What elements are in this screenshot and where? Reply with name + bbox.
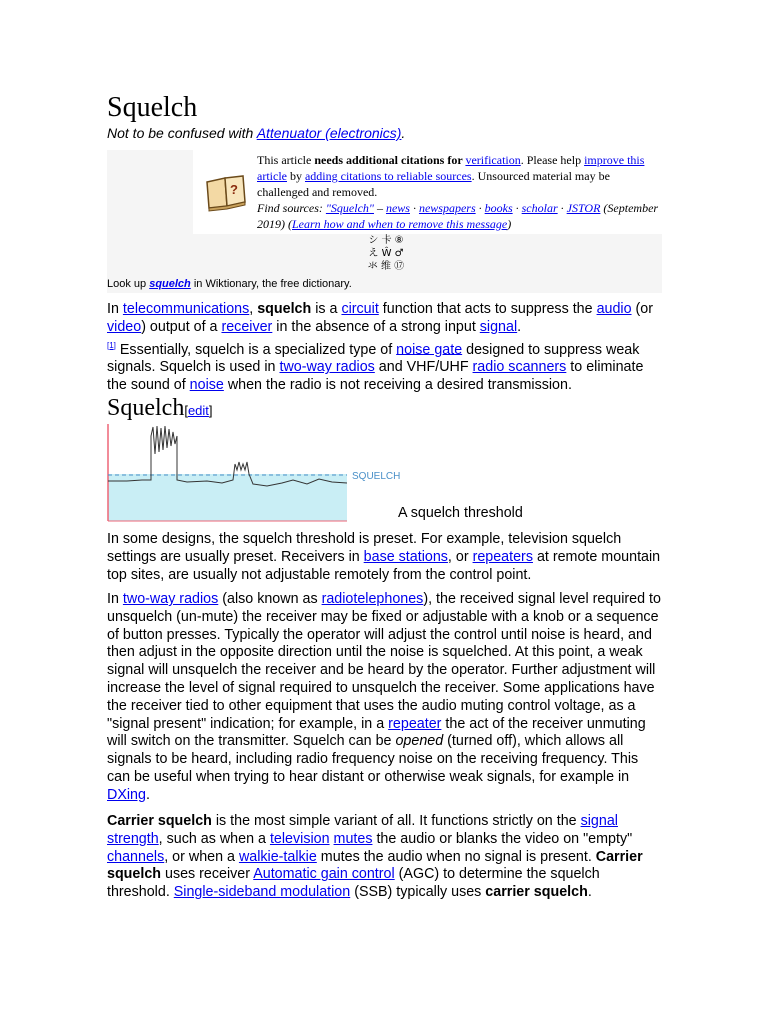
noise-link[interactable]: noise (189, 376, 224, 393)
repeater-link[interactable]: repeater (388, 715, 442, 732)
source-squelch-link[interactable]: "Squelch" (325, 201, 374, 215)
dxing-link[interactable]: DXing (107, 786, 146, 803)
hatnote: Not to be confused with Attenuator (electronics). (107, 125, 406, 141)
edit-section-link: [edit] (184, 403, 213, 418)
wiktionary-squelch-link[interactable]: squelch (149, 278, 191, 290)
wiktionary-caption: Look up squelch in Wiktionary, the free dictionary. (107, 278, 352, 290)
edit-link[interactable]: edit (187, 403, 209, 418)
verification-link[interactable]: verification (465, 153, 521, 167)
wiktionary-logo-icon: シ 卡 ⑧ え Ŵ ♂ 氺 维 ⑰ (367, 235, 405, 272)
source-books-link[interactable]: books (484, 201, 513, 215)
automatic-gain-control-link[interactable]: Automatic gain control (253, 866, 395, 883)
noise-gate-link[interactable]: noise gate (396, 341, 463, 358)
squelch-label: SQUELCH (352, 471, 401, 482)
single-sideband-link[interactable]: Single-sideband modulation (173, 884, 351, 901)
signal-strength-link[interactable]: signal strength (107, 813, 618, 847)
source-newspapers-link[interactable]: newspapers (418, 201, 476, 215)
attenuator-link[interactable]: Attenuator (electronics) (256, 125, 402, 141)
page-title: Squelch (107, 92, 198, 123)
receiver-link[interactable]: receiver (221, 318, 273, 335)
preset-paragraph: In some designs, the squelch threshold is preset. For example, television squelch settings are usually preset. Receivers in base stations, or repeaters at remote mountain top sites, are usually not adjustable remotely from the control point. (107, 531, 661, 583)
television-link[interactable]: television (269, 830, 330, 847)
mutes-link[interactable]: mutes (333, 830, 373, 847)
walkie-talkie-link[interactable]: walkie-talkie (238, 848, 317, 865)
intro-paragraph: In telecommunications, squelch is a circuit function that acts to suppress the audio (or video) output of a receiver in the absence of a strong input signal. [1] Essentially, squelch is a specialized type of noise gate designed to suppress weak signals. Squelch is used in two-way radios and VHF/UHF radio scanners to eliminate the sound of noise when the radio is not receiving a desired transmission. (107, 301, 653, 393)
find-sources-line: Find sources: "Squelch" – news · newspapers · books · scholar · JSTOR (September 2019) (Learn how and when to remove this message) (257, 201, 659, 231)
two-way-radio-paragraph: In two-way radios (also known as radiotelephones), the received signal level required to unsquelch (un-mute) the receiver may be fixed or adjustable with a knob or a sequence of button presses. Typically the operator will adjust the control until noise is heard, and then adjust in the opposite direction until the noise is squelched. At this point, a weak signal will unsquelch the receiver and be heard by the operator. Further adjustment will increase the level of signal required to unsquelch the receiver. Some applications have the receiver tied to other equipment that uses the audio muting control voltage, as a "signal present" indication; for example, in a repeater the act of the receiver unmuting will switch on the transmitter. Squelch can be opened (turned off), which allows all signals to be heard, including radio frequency noise on the receiving frequency. This can be useful when trying to hear distant or otherwise weak signals, for example in DXing. (107, 591, 661, 803)
radiotelephones-link[interactable]: radiotelephones (321, 591, 424, 607)
learn-remove-message-link[interactable]: Learn how and when to remove this message (292, 217, 508, 231)
repeaters-link[interactable]: repeaters (472, 548, 533, 565)
two-way-radios-link-2[interactable]: two-way radios (122, 591, 219, 607)
circuit-link[interactable]: circuit (341, 301, 379, 317)
radio-scanners-link[interactable]: radio scanners (472, 359, 567, 376)
source-scholar-link[interactable]: scholar (521, 201, 558, 215)
squelch-threshold-figure (107, 424, 403, 522)
figure-caption: A squelch threshold (398, 505, 523, 521)
base-stations-link[interactable]: base stations (363, 548, 448, 565)
source-news-link[interactable]: news (385, 201, 410, 215)
svg-text:?: ? (230, 182, 238, 197)
citation-notice-text: This article needs additional citations for verification. Please help improve this article by adding citations to reliable sources. Unsourced material may be challenged and removed. Find sources: "Squelch" – news · newspapers · books · scholar · JSTOR (September 2019) (Learn how and when to remove this message) (257, 153, 659, 231)
carrier-squelch-paragraph: Carrier squelch is the most simple variant of all. It functions strictly on the signal strength, such as when a television mutes the audio or blanks the video on "empty" channels, or when a walkie-talkie mutes the audio when no signal is present. Carrier squelch uses receiver Automatic gain control (AGC) to determine the squelch threshold. Single-sideband modulation (SSB) typically uses carrier squelch. (107, 813, 643, 901)
sidebar-notice-box (107, 150, 662, 293)
channels-link[interactable]: channels (107, 848, 165, 865)
section-heading: Squelch[edit] (107, 395, 213, 421)
video-link[interactable]: video (107, 318, 142, 335)
adding-citations-link[interactable]: adding citations to reliable sources (304, 169, 472, 183)
improve-article-link[interactable]: improve this article (257, 153, 645, 183)
reference-1-link[interactable]: [1] (107, 340, 116, 350)
audio-link[interactable]: audio (596, 301, 632, 317)
two-way-radios-link[interactable]: two-way radios (279, 359, 375, 376)
source-jstor-link[interactable]: JSTOR (566, 201, 601, 215)
signal-link[interactable]: signal (479, 318, 518, 335)
book-question-icon (203, 168, 251, 212)
telecommunications-link[interactable]: telecommunications (122, 301, 250, 317)
